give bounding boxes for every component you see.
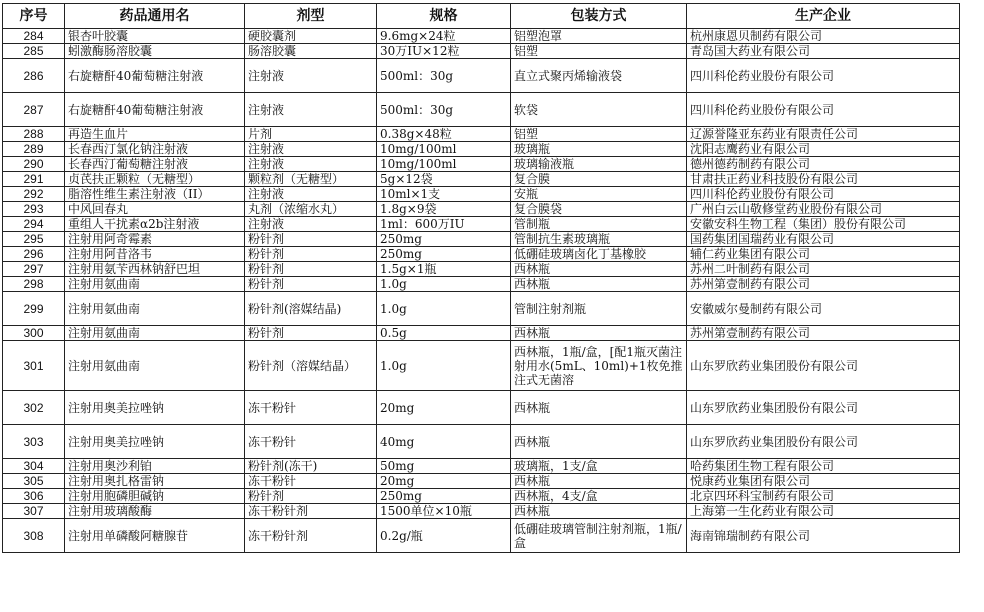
cell-name: 注射用奥沙利铂 xyxy=(65,459,245,474)
cell-maker: 安徽安科生物工程（集团）股份有限公司 xyxy=(687,217,960,232)
cell-form: 丸剂（浓缩水丸） xyxy=(245,202,377,217)
cell-maker: 德州德药制药有限公司 xyxy=(687,157,960,172)
cell-spec: 1.0g xyxy=(377,292,511,326)
cell-form: 注射液 xyxy=(245,217,377,232)
table-row xyxy=(3,29,960,44)
cell-no: 287 xyxy=(3,93,65,127)
cell-spec: 1.8g×9袋 xyxy=(377,202,511,217)
cell-pack: 铝塑 xyxy=(511,44,687,59)
cell-pack: 复合膜 xyxy=(511,172,687,187)
cell-maker: 山东罗欣药业集团股份有限公司 xyxy=(687,391,960,425)
cell-no: 308 xyxy=(3,519,65,553)
table-header-row xyxy=(3,4,960,29)
cell-form: 粉针剂(溶媒结晶) xyxy=(245,292,377,326)
col-header-form: 剂型 xyxy=(245,4,377,29)
cell-pack: 低硼硅玻璃管制注射剂瓶，1瓶/盒 xyxy=(511,519,687,553)
col-header-pack: 包装方式 xyxy=(511,4,687,29)
cell-maker: 苏州第壹制药有限公司 xyxy=(687,326,960,341)
cell-spec: 20mg xyxy=(377,474,511,489)
cell-form: 颗粒剂（无糖型） xyxy=(245,172,377,187)
cell-name: 蚓激酶肠溶胶囊 xyxy=(65,44,245,59)
cell-form: 粉针剂 xyxy=(245,232,377,247)
cell-form: 注射液 xyxy=(245,93,377,127)
cell-maker: 青岛国大药业有限公司 xyxy=(687,44,960,59)
cell-maker: 安徽威尔曼制药有限公司 xyxy=(687,292,960,326)
cell-name: 注射用奥美拉唑钠 xyxy=(65,425,245,459)
cell-name: 脂溶性维生素注射液（II） xyxy=(65,187,245,202)
cell-maker: 悦康药业集团有限公司 xyxy=(687,474,960,489)
cell-no: 291 xyxy=(3,172,65,187)
cell-no: 292 xyxy=(3,187,65,202)
cell-pack: 铝塑泡罩 xyxy=(511,29,687,44)
cell-maker: 沈阳志鹰药业有限公司 xyxy=(687,142,960,157)
cell-no: 284 xyxy=(3,29,65,44)
table-row xyxy=(3,459,960,474)
cell-form: 肠溶胶囊 xyxy=(245,44,377,59)
table-row xyxy=(3,326,960,341)
cell-name: 注射用氨曲南 xyxy=(65,292,245,326)
cell-no: 298 xyxy=(3,277,65,292)
cell-no: 304 xyxy=(3,459,65,474)
table-row xyxy=(3,489,960,504)
table-row xyxy=(3,202,960,217)
cell-form: 冻干粉针 xyxy=(245,474,377,489)
cell-pack: 西林瓶 xyxy=(511,504,687,519)
cell-pack: 西林瓶 xyxy=(511,262,687,277)
cell-name: 长春西汀葡萄糖注射液 xyxy=(65,157,245,172)
cell-no: 286 xyxy=(3,59,65,93)
cell-spec: 1.5g×1瓶 xyxy=(377,262,511,277)
cell-pack: 西林瓶，4支/盒 xyxy=(511,489,687,504)
cell-name: 右旋糖酐40葡萄糖注射液 xyxy=(65,59,245,93)
cell-spec: 1ml：600万IU xyxy=(377,217,511,232)
cell-maker: 四川科伦药业股份有限公司 xyxy=(687,187,960,202)
cell-spec: 0.5g xyxy=(377,326,511,341)
cell-name: 注射用阿昔洛韦 xyxy=(65,247,245,262)
cell-name: 再造生血片 xyxy=(65,127,245,142)
cell-name: 注射用奥美拉唑钠 xyxy=(65,391,245,425)
cell-form: 冻干粉针 xyxy=(245,391,377,425)
cell-maker: 北京四环科宝制药有限公司 xyxy=(687,489,960,504)
cell-pack: 西林瓶，1瓶/盒，[配1瓶灭菌注射用水(5mL、10ml)+1枚免推注式无菌溶 xyxy=(511,341,687,391)
cell-no: 289 xyxy=(3,142,65,157)
cell-spec: 5g×12袋 xyxy=(377,172,511,187)
cell-name: 银杏叶胶囊 xyxy=(65,29,245,44)
cell-name: 注射用氨曲南 xyxy=(65,341,245,391)
cell-spec: 250mg xyxy=(377,489,511,504)
cell-form: 冻干粉针 xyxy=(245,425,377,459)
cell-no: 299 xyxy=(3,292,65,326)
cell-no: 293 xyxy=(3,202,65,217)
cell-name: 重组人干扰素α2b注射液 xyxy=(65,217,245,232)
cell-spec: 20mg xyxy=(377,391,511,425)
cell-maker: 甘肃扶正药业科技股份有限公司 xyxy=(687,172,960,187)
cell-maker: 哈药集团生物工程有限公司 xyxy=(687,459,960,474)
cell-form: 冻干粉针剂 xyxy=(245,519,377,553)
cell-maker: 四川科伦药业股份有限公司 xyxy=(687,59,960,93)
cell-pack: 软袋 xyxy=(511,93,687,127)
cell-no: 296 xyxy=(3,247,65,262)
cell-maker: 国药集团国瑞药业有限公司 xyxy=(687,232,960,247)
cell-no: 306 xyxy=(3,489,65,504)
cell-form: 片剂 xyxy=(245,127,377,142)
table-row xyxy=(3,292,960,326)
table-row xyxy=(3,391,960,425)
cell-spec: 10ml×1支 xyxy=(377,187,511,202)
cell-no: 307 xyxy=(3,504,65,519)
cell-spec: 250mg xyxy=(377,247,511,262)
cell-form: 粉针剂（溶媒结晶） xyxy=(245,341,377,391)
cell-form: 粉针剂 xyxy=(245,326,377,341)
cell-spec: 1500单位×10瓶 xyxy=(377,504,511,519)
table-row xyxy=(3,425,960,459)
table-row xyxy=(3,341,960,391)
cell-pack: 低硼硅玻璃卤化丁基橡胶 xyxy=(511,247,687,262)
cell-pack: 玻璃瓶，1支/盒 xyxy=(511,459,687,474)
cell-form: 注射液 xyxy=(245,187,377,202)
table-row xyxy=(3,59,960,93)
cell-form: 注射液 xyxy=(245,157,377,172)
cell-name: 注射用玻璃酸酶 xyxy=(65,504,245,519)
cell-form: 冻干粉针剂 xyxy=(245,504,377,519)
table-row xyxy=(3,519,960,553)
table-row xyxy=(3,142,960,157)
cell-spec: 40mg xyxy=(377,425,511,459)
cell-name: 注射用奥扎格雷钠 xyxy=(65,474,245,489)
cell-maker: 广州白云山敬修堂药业股份有限公司 xyxy=(687,202,960,217)
cell-maker: 辅仁药业集团有限公司 xyxy=(687,247,960,262)
cell-maker: 海南锦瑞制药有限公司 xyxy=(687,519,960,553)
table-row xyxy=(3,504,960,519)
cell-pack: 铝塑 xyxy=(511,127,687,142)
table-row xyxy=(3,172,960,187)
cell-no: 305 xyxy=(3,474,65,489)
cell-name: 中风回春丸 xyxy=(65,202,245,217)
cell-maker: 苏州二叶制药有限公司 xyxy=(687,262,960,277)
cell-spec: 500ml：30g xyxy=(377,59,511,93)
cell-pack: 直立式聚丙烯输液袋 xyxy=(511,59,687,93)
cell-maker: 山东罗欣药业集团股份有限公司 xyxy=(687,425,960,459)
cell-spec: 10mg/100ml xyxy=(377,157,511,172)
cell-no: 294 xyxy=(3,217,65,232)
cell-pack: 复合膜袋 xyxy=(511,202,687,217)
cell-spec: 250mg xyxy=(377,232,511,247)
table-row xyxy=(3,277,960,292)
col-header-no: 序号 xyxy=(3,4,65,29)
cell-form: 粉针剂 xyxy=(245,247,377,262)
cell-no: 302 xyxy=(3,391,65,425)
cell-spec: 1.0g xyxy=(377,277,511,292)
cell-spec: 500ml：30g xyxy=(377,93,511,127)
cell-maker: 杭州康恩贝制药有限公司 xyxy=(687,29,960,44)
cell-form: 粉针剂 xyxy=(245,262,377,277)
cell-spec: 50mg xyxy=(377,459,511,474)
cell-name: 注射用氨曲南 xyxy=(65,277,245,292)
cell-name: 贞芪扶正颗粒（无糖型） xyxy=(65,172,245,187)
table-row xyxy=(3,187,960,202)
cell-name: 注射用氨苄西林钠舒巴坦 xyxy=(65,262,245,277)
cell-maker: 上海第一生化药业有限公司 xyxy=(687,504,960,519)
col-header-name: 药品通用名 xyxy=(65,4,245,29)
cell-name: 注射用单磷酸阿糖腺苷 xyxy=(65,519,245,553)
cell-no: 288 xyxy=(3,127,65,142)
table-row xyxy=(3,262,960,277)
cell-spec: 0.2g/瓶 xyxy=(377,519,511,553)
cell-pack: 管制抗生素玻璃瓶 xyxy=(511,232,687,247)
cell-pack: 管制注射剂瓶 xyxy=(511,292,687,326)
cell-name: 注射用胞磷胆碱钠 xyxy=(65,489,245,504)
table-row xyxy=(3,247,960,262)
drug-table xyxy=(2,3,960,553)
col-header-maker: 生产企业 xyxy=(687,4,960,29)
table-row xyxy=(3,44,960,59)
cell-no: 295 xyxy=(3,232,65,247)
cell-pack: 西林瓶 xyxy=(511,277,687,292)
cell-form: 粉针剂 xyxy=(245,489,377,504)
table-row xyxy=(3,474,960,489)
cell-spec: 1.0g xyxy=(377,341,511,391)
cell-form: 硬胶囊剂 xyxy=(245,29,377,44)
cell-pack: 玻璃输液瓶 xyxy=(511,157,687,172)
cell-name: 长春西汀氯化钠注射液 xyxy=(65,142,245,157)
cell-no: 285 xyxy=(3,44,65,59)
cell-spec: 9.6mg×24粒 xyxy=(377,29,511,44)
cell-maker: 苏州第壹制药有限公司 xyxy=(687,277,960,292)
table-row xyxy=(3,93,960,127)
table-row xyxy=(3,217,960,232)
table-row xyxy=(3,127,960,142)
table-body xyxy=(3,29,960,553)
col-header-spec: 规格 xyxy=(377,4,511,29)
cell-pack: 玻璃瓶 xyxy=(511,142,687,157)
cell-maker: 辽源誉隆亚东药业有限责任公司 xyxy=(687,127,960,142)
cell-name: 右旋糖酐40葡萄糖注射液 xyxy=(65,93,245,127)
cell-spec: 30万IU×12粒 xyxy=(377,44,511,59)
cell-pack: 安瓶 xyxy=(511,187,687,202)
cell-pack: 西林瓶 xyxy=(511,391,687,425)
cell-form: 注射液 xyxy=(245,142,377,157)
cell-spec: 0.38g×48粒 xyxy=(377,127,511,142)
cell-no: 301 xyxy=(3,341,65,391)
cell-no: 290 xyxy=(3,157,65,172)
cell-form: 粉针剂(冻干) xyxy=(245,459,377,474)
table-row xyxy=(3,157,960,172)
cell-pack: 西林瓶 xyxy=(511,474,687,489)
cell-pack: 西林瓶 xyxy=(511,326,687,341)
cell-no: 297 xyxy=(3,262,65,277)
table-row xyxy=(3,232,960,247)
cell-maker: 山东罗欣药业集团股份有限公司 xyxy=(687,341,960,391)
cell-maker: 四川科伦药业股份有限公司 xyxy=(687,93,960,127)
cell-spec: 10mg/100ml xyxy=(377,142,511,157)
cell-name: 注射用氨曲南 xyxy=(65,326,245,341)
cell-pack: 西林瓶 xyxy=(511,425,687,459)
cell-no: 303 xyxy=(3,425,65,459)
cell-name: 注射用阿奇霉素 xyxy=(65,232,245,247)
cell-form: 注射液 xyxy=(245,59,377,93)
cell-no: 300 xyxy=(3,326,65,341)
cell-pack: 管制瓶 xyxy=(511,217,687,232)
cell-form: 粉针剂 xyxy=(245,277,377,292)
